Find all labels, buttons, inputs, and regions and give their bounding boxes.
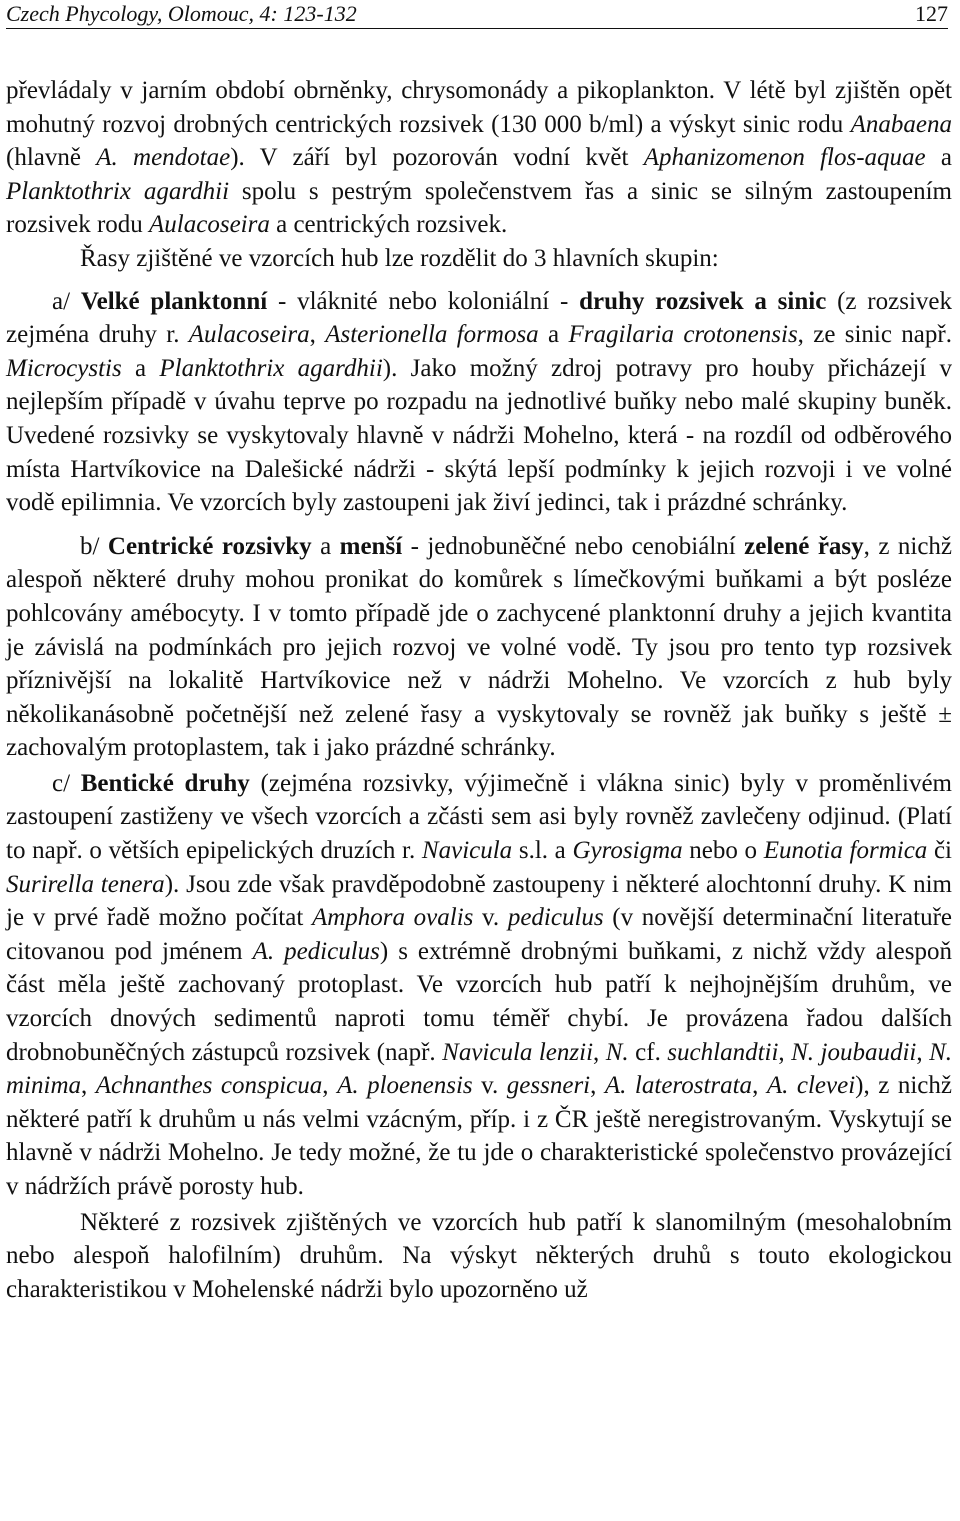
bold-text: druhy rozsivek a sinic [579,287,827,315]
text-run: a [925,144,952,172]
text-run: (v novější determinační literatuře citovanou pod jménem [6,904,952,965]
text-run: (zejména rozsivky, výjimečně i vlákna sinic) byly v proměnlivém zastoupení zastiženy ve všech vzorcích a zčásti sem asi byly rovněž zavlečeny odjinud. (Platí to např. o větších epipelických druzích r. [6,769,952,865]
bold-text: zelené řasy [744,532,864,560]
bold-text: Bentické druhy [80,769,250,797]
paragraph [6,74,952,242]
paragraph [6,1206,952,1307]
text-run: c/ [52,769,81,797]
text-run: ). V září byl pozorován vodní květ [230,144,644,172]
italic-taxon-name: Aphanizomenon flos-aquae [643,144,926,172]
italic-taxon-name: Asterionella formosa [325,321,539,349]
italic-taxon-name: Fragilaria crotonensis [568,321,798,349]
bold-text: Velké planktonní [80,287,268,315]
journal-citation: Czech Phycology, Olomouc, 4: 123-132 [6,1,357,26]
text-run: , [593,1038,606,1066]
italic-taxon-name: A. laterostrata [604,1072,753,1100]
text-run: cf. [628,1038,668,1066]
text-run: Řasy zjištěné ve vzorcích hub lze rozdělit do 3 hlavních skupin: [80,244,719,272]
text-run: nebo o [682,837,764,865]
text-run: (z rozsivek zejména druhy r. [6,287,952,349]
italic-taxon-name: Navicula [421,837,513,865]
text-run: či [927,837,952,865]
text-run: a centrických rozsivek. [269,211,508,239]
italic-taxon-name: Achnanthes conspicua [95,1072,323,1100]
italic-taxon-name: A. ploenensis [337,1072,473,1100]
italic-taxon-name: Eunotia formica [763,837,928,865]
italic-taxon-name: Navicula lenzii [442,1038,594,1066]
text-run: , [778,1038,792,1066]
italic-taxon-name: A. mendotae [96,144,231,172]
paragraph [6,530,952,765]
italic-taxon-name: pediculus [507,904,604,932]
italic-taxon-name: Aulacoseira [149,211,270,239]
italic-taxon-name: Anabaena [850,110,952,138]
italic-taxon-name: suchlandtii [667,1038,779,1066]
page-number: 127 [915,1,948,26]
text-run: - jednobuněčné nebo cenobiální [402,532,745,560]
text-run: , ze sinic např. [797,321,952,349]
text-run: ) s extrémně drobnými buňkami, z nichž vždy alespoň část měla ještě zachovaný protoplast. Ve vzorcích hub patří k nejhojnějším druhům, ve vzorcích dnových sedimentů naproti tomu téměř chybí. Je provázena řadou dalších drobnobuněčných zástupců rozsivek (např. [6,937,952,1066]
text-run: s.l. a [512,837,573,865]
italic-taxon-name: N. joubaudii [791,1038,917,1066]
text-run: b/ [80,532,108,560]
text-run: , [590,1072,605,1100]
text-run: spolu s pestrým společenstvem řas a sinic se silným zastoupením rozsivek rodu [6,177,952,239]
text-run: a/ [52,287,81,315]
text-run: Některé z rozsivek zjištěných ve vzorcích hub patří k slanomilným (mesohalobním nebo alespoň halofilním) druhům. Na výskyt některých druhů s touto ekologickou charakteristikou v Mohelenské nádrži bylo upozorněno už [6,1208,952,1303]
text-run: ). Jsou zde však pravděpodobně zastoupeny i některé alochtonní druhy. K nim je v prvé řadě možno počítat [6,870,953,932]
italic-taxon-name: Microcystis [6,354,122,382]
italic-taxon-name: Amphora ovalis [311,904,474,932]
bold-text: Centrické rozsivky [107,532,312,560]
text-run: , [752,1072,767,1100]
italic-taxon-name: Planktothrix agardhii [6,177,230,205]
text-run: - vláknité nebo koloniální - [267,287,580,315]
text-run: (hlavně [6,144,97,172]
italic-taxon-name: Surirella tenera [6,870,165,898]
article-body [6,74,952,1306]
text-run: převládaly v jarním období obrněnky, chrysomonády a pikoplankton. V létě byl zjištěn opět mohutný rozvoj drobných centrických rozsivek (130 000 b/ml) a výskyt sinic rodu [6,77,952,138]
text-run: a [538,321,569,349]
italic-taxon-name: Gyrosigma [572,837,683,865]
text-run: , [916,1038,930,1066]
page-header [6,0,948,29]
italic-taxon-name: A. clevei [766,1072,856,1100]
text-run: v. [473,904,508,932]
bold-text: menší [339,532,403,560]
italic-taxon-name: Planktothrix agardhii [159,354,383,382]
text-run: ), z nichž některé patří k druhům u nás velmi vzácným, příp. i z ČR ještě neregistrovaným. Vyskytují se hlavně v nádrži Mohelno. Je tedy možné, že tu jde o charakteristické společenstvo provázející v nádržích právě porosty hub. [6,1072,952,1200]
italic-taxon-name: N. [605,1038,629,1066]
italic-taxon-name: A. pediculus [252,937,380,965]
text-run: v. [472,1072,507,1100]
text-run: a [311,532,340,560]
text-run: , [309,321,326,349]
paragraph [6,767,952,1204]
italic-taxon-name: gessneri [506,1072,591,1100]
text-run: , z nichž alespoň některé druhy mohou pronikat do komůrek s límečkovými buňkami a být posléze pohlcovány amébocyty. I v tomto případě jde o zachycené planktonní druhy a jejich kvantita je závislá na podmínkách pro jejich rozvoj ve volné vodě. Ty jsou pro tento typ rozsivek příznivější na lokalitě Hartvíkovice než v nádrži Mohelno. Ve vzorcích z hub byly několikanásobně početnější než zelené řasy a vyskytovaly se rovněž jak buňky s ještě ± zachovalým protoplastem, tak i jako prázdné schránky. [6,532,953,762]
paragraph [6,285,952,520]
italic-taxon-name: Aulacoseira [188,321,310,349]
text-run: , [322,1072,338,1100]
paragraph [6,242,952,276]
text-run: a [121,354,160,382]
text-run: ). Jako možný zdroj potravy pro houby přicházejí v nejlepším případě v úvahu teprve po rozpadu na jednotlivé buňky nebo malé skupiny buněk. Uvedené rozsivky se vyskytovaly hlavně v nádrži Mohelno, která - na rozdíl od odběrového místa Hartvíkovice na Dalešické nádrži - skýtá lepší podmínky k jejich rozvoji i ve volné vodě epilimnia. Ve vzorcích byly zastoupeni jak živí jedinci, tak i prázdné schránky. [6,354,952,517]
italic-taxon-name: N. minima [6,1038,953,1100]
text-run: , [81,1072,96,1100]
